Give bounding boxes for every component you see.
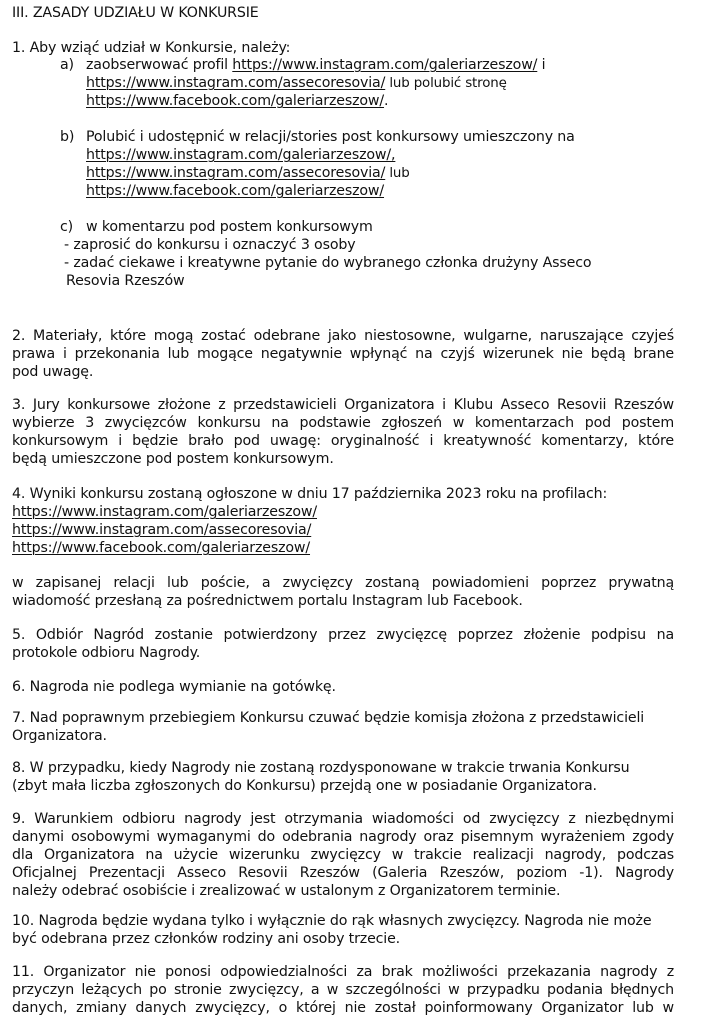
item-11-paragraph (12, 963, 674, 1017)
item-6-line: 6. Nagroda nie podlega wymianie na gotówkę. (12, 679, 336, 695)
section-title: III. ZASADY UDZIAŁU W KONKURSIE (12, 5, 259, 21)
item-1c-line3: - zadać ciekawe i kreatywne pytanie do wybranego członka drużyny Asseco (64, 255, 592, 271)
item-1a-like-page-text: lub polubić stronę (385, 76, 507, 91)
item-1-intro: 1. Aby wziąć udział w Konkursie, należy: (12, 40, 291, 56)
item-3-line: będą umieszczone pod postem konkursowym. (12, 451, 334, 467)
item-1b-line4 (86, 182, 384, 200)
item-1a-line2 (86, 74, 507, 92)
item-2-line: pod uwagę. (12, 364, 94, 380)
item-3-line: wybierze 3 zwycięzców konkursu na podstawie zgłoszeń w komentarzach pod postem (12, 415, 674, 431)
item-1a-conjunction: i (537, 57, 546, 73)
link-facebook-galeriarzeszow[interactable]: https://www.facebook.com/galeriarzeszow/ (86, 183, 385, 199)
item-1b-or-text: lub (385, 166, 410, 181)
item-11-line: przyczyn leżących po stronie zwycięzcy, a w szczególności w przypadku podania błędnych (12, 982, 674, 998)
item-11-line: danych, zmiany danych zwycięzcy, o której nie został poinformowany Organizator lub w (12, 1000, 674, 1016)
item-5-line: 5. Odbiór Nagród zostanie potwierdzony przez zwycięzcę poprzez złożenie podpisu na (12, 627, 674, 643)
item-1a-period: . (384, 93, 389, 109)
item-5-paragraph (12, 626, 674, 662)
item-4-paragraph (12, 574, 674, 610)
item-1b-line3 (86, 164, 410, 182)
item-4-link-row (12, 539, 310, 557)
item-9-line: 9. Warunkiem odbioru nagrody jest otrzymania wiadomości od zwycięzcy z niezbędnymi (12, 811, 674, 827)
link-instagram-assecoresovia[interactable]: https://www.instagram.com/assecoresovia/ (12, 522, 312, 538)
item-3-line: 3. Jury konkursowe złożone z przedstawicieli Organizatora i Klubu Asseco Resovii Rzeszów (12, 397, 674, 413)
item-1b-marker: b) (60, 129, 75, 145)
link-facebook-galeriarzeszow[interactable]: https://www.facebook.com/galeriarzeszow/ (86, 93, 385, 109)
item-9-line: danymi osobowymi wymaganymi do odebrania nagrody oraz pisemnym wyrażeniem zgody (12, 829, 674, 845)
item-10-line: 10. Nagroda będzie wydana tylko i wyłącznie do rąk własnych zwycięzcy. Nagroda nie może (12, 913, 652, 929)
item-1c-marker: c) (60, 219, 74, 235)
link-instagram-assecoresovia[interactable]: https://www.instagram.com/assecoresovia/ (86, 165, 386, 181)
item-9-line: dla Organizatora na użycie wizerunku zwycięzcy w trakcie realizacji nagrody, podczas (12, 847, 674, 863)
item-3-paragraph (12, 396, 674, 468)
item-2-line: 2. Materiały, które mogą zostać odebrane jako niestosowne, wulgarne, naruszające czyjeś (12, 328, 674, 344)
item-4-line: w zapisanej relacji lub poście, a zwycięzcy zostaną powiadomieni poprzez prywatną (12, 575, 674, 591)
item-4-line: wiadomość przesłaną za pośrednictwem portalu Instagram lub Facebook. (12, 593, 523, 609)
item-9-line: należy odebrać osobiście i zrealizować w ustalonym z Organizatorem terminie. (12, 883, 561, 899)
item-4-link-row (12, 503, 317, 521)
item-1c-line1: w komentarzu pod postem konkursowym (86, 219, 373, 235)
item-1a-text: zaobserwować profil (86, 57, 233, 73)
link-facebook-galeriarzeszow[interactable]: https://www.facebook.com/galeriarzeszow/ (12, 540, 311, 556)
link-instagram-galeriarzeszow[interactable]: https://www.instagram.com/galeriarzeszow/ (12, 504, 317, 520)
link-instagram-galeriarzeszow[interactable]: https://www.instagram.com/galeriarzeszow/ (232, 57, 538, 73)
item-9-paragraph (12, 810, 674, 900)
item-5-line: protokole odbioru Nagrody. (12, 645, 201, 661)
item-2-paragraph (12, 327, 674, 381)
item-4-intro: 4. Wyniki konkursu zostaną ogłoszone w dniu 17 października 2023 roku na profilach: (12, 486, 608, 502)
item-1c-line4: Resovia Rzeszów (66, 273, 185, 289)
item-1a-line1 (86, 56, 545, 74)
link-instagram-assecoresovia[interactable]: https://www.instagram.com/assecoresovia/ (86, 75, 386, 91)
item-8-line: (zbyt mała liczba zgłoszonych do Konkursu) przejdą one w posiadanie Organizatora. (12, 778, 597, 794)
link-instagram-galeriarzeszow[interactable]: https://www.instagram.com/galeriarzeszow/, (86, 147, 396, 163)
item-10-line: być odebrana przez członków rodziny ani osoby trzecie. (12, 931, 401, 947)
item-1c-line2: - zaprosić do konkursu i oznaczyć 3 osoby (64, 237, 356, 253)
item-3-line: konkursowym i będzie brało pod uwagę: oryginalność i kreatywność komentarzy, które (12, 433, 674, 449)
item-7-line: 7. Nad poprawnym przebiegiem Konkursu czuwać będzie komisja złożona z przedstawicieli (12, 710, 645, 726)
item-9-line: Oficjalnej Prezentacji Asseco Resovii Rzeszów (Galeria Rzeszów, poziom -1). Nagrody (12, 865, 674, 881)
item-1a-marker: a) (60, 57, 74, 73)
item-1a-line3 (86, 92, 388, 110)
item-11-line: 11. Organizator nie ponosi odpowiedzialności za brak możliwości przekazania nagrody z (12, 964, 674, 980)
item-7-line: Organizatora. (12, 728, 107, 744)
item-1b-line2 (86, 146, 395, 164)
item-4-link-row (12, 521, 311, 539)
item-1b-line1: Polubić i udostępnić w relacji/stories post konkursowy umieszczony na (86, 129, 575, 145)
item-8-line: 8. W przypadku, kiedy Nagrody nie zostaną rozdysponowane w trakcie trwania Konkursu (12, 760, 630, 776)
item-2-line: prawa i przekonania lub mogące negatywnie wpłynąć na czyjś wizerunek nie będą brane (12, 346, 674, 362)
